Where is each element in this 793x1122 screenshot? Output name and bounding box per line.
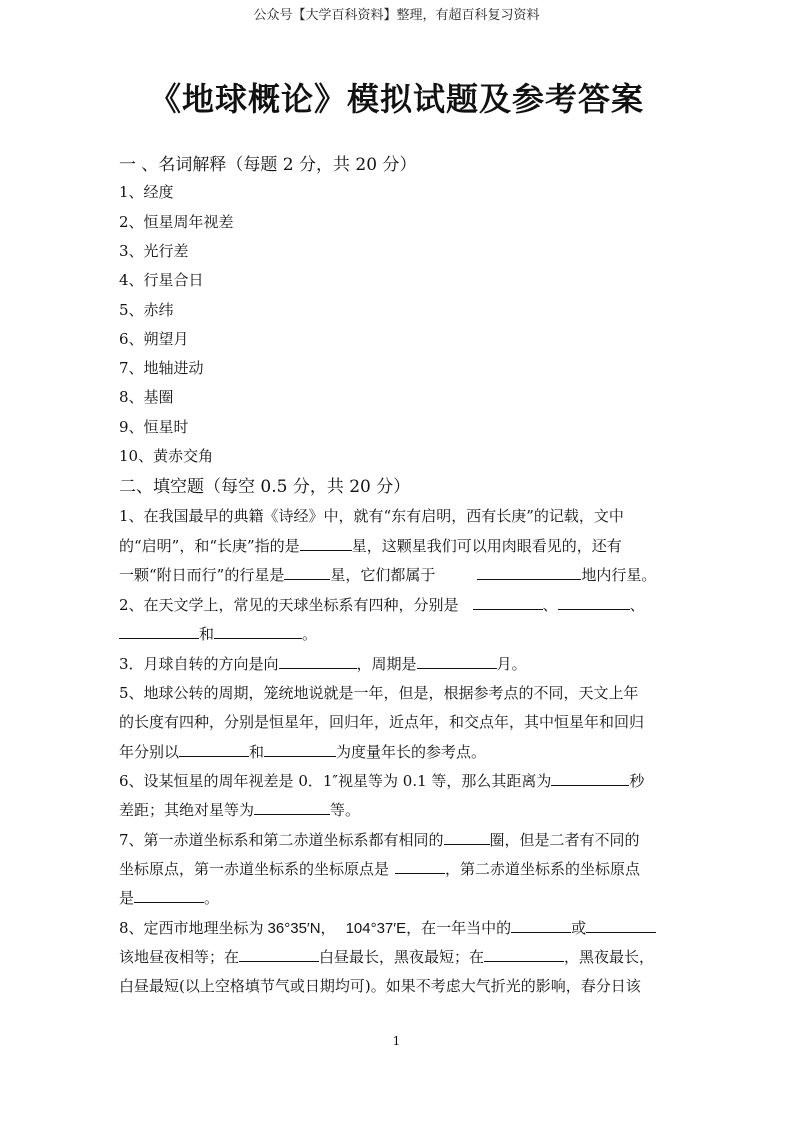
question-2-line-2: 和 。 bbox=[119, 623, 317, 644]
term-item: 4、行星合日 bbox=[119, 271, 204, 289]
question-6-line-2: 差距；其绝对星等为 等。 bbox=[119, 801, 361, 819]
term-item: 7、地轴进动 bbox=[119, 359, 204, 377]
answer-blank[interactable] bbox=[179, 742, 249, 757]
answer-blank[interactable] bbox=[239, 947, 319, 962]
answer-blank[interactable] bbox=[134, 888, 204, 903]
question-1-line-2: 的“启明”，和“长庚”指的是 星，这颗星我们可以用肉眼看见的，还有 bbox=[119, 537, 622, 555]
answer-blank[interactable] bbox=[473, 595, 543, 610]
page-number: 1 bbox=[392, 1034, 401, 1048]
answer-blank[interactable] bbox=[395, 859, 445, 874]
section-heading-2: 二、填空题（每空 0.5 分，共 20 分） bbox=[119, 477, 411, 497]
term-item: 8、基圈 bbox=[119, 388, 174, 406]
question-2-line-1: 2、在天文学上，常见的天球坐标系有四种，分别是 、 、 bbox=[119, 596, 645, 614]
answer-blank[interactable] bbox=[586, 918, 656, 933]
term-item: 2、恒星周年视差 bbox=[119, 213, 234, 231]
section-heading-1: 一 、名词解释（每题 2 分，共 20 分） bbox=[119, 155, 417, 175]
question-3: 3．月球自转的方向是向 ，周期是 月。 bbox=[119, 655, 527, 673]
answer-blank[interactable] bbox=[254, 800, 330, 815]
question-5-line-1: 5、地球公转的周期，笼统地说就是一年，但是，根据参考点的不同，天文上年 bbox=[119, 684, 639, 702]
answer-blank[interactable] bbox=[279, 654, 357, 669]
term-item: 5、赤纬 bbox=[119, 301, 174, 319]
answer-blank[interactable] bbox=[214, 624, 302, 639]
answer-blank[interactable] bbox=[511, 918, 571, 933]
question-1-line-3: 一颗“附日而行”的行星是 星，它们都属于 地内行星。 bbox=[119, 566, 657, 584]
question-6-line-1: 6、设某恒星的周年视差是 0．1″视星等为 0.1 等，那么其距离为 秒 bbox=[119, 772, 645, 790]
question-7-line-2: 坐标原点，第一赤道坐标系的坐标原点是 ，第二赤道坐标系的坐标原点 bbox=[119, 860, 641, 878]
answer-blank[interactable] bbox=[417, 654, 497, 669]
term-item: 6、朔望月 bbox=[119, 330, 189, 348]
answer-blank[interactable] bbox=[284, 565, 330, 580]
answer-blank[interactable] bbox=[264, 742, 336, 757]
question-8-line-3: 白昼最短(以上空格填节气或日期均可)。如果不考虑大气折光的影响，春分日该 bbox=[119, 977, 641, 995]
term-item: 10、黄赤交角 bbox=[119, 447, 214, 465]
question-8-line-1: 8、定西市地理坐标为 36°35′N， 104°37′E，在一年当中的 或 bbox=[119, 917, 656, 938]
answer-blank[interactable] bbox=[119, 624, 199, 639]
answer-blank[interactable] bbox=[477, 565, 581, 580]
term-item: 1、经度 bbox=[119, 183, 174, 201]
question-7-line-1: 7、第一赤道坐标系和第二赤道坐标系都有相同的 圈，但是二者有不同的 bbox=[119, 831, 640, 849]
page-title: 《地球概论》模拟试题及参考答案 bbox=[148, 80, 644, 118]
header-note: 公众号【大学百科资料】整理，有超百科复习资料 bbox=[253, 8, 540, 23]
term-item: 3、光行差 bbox=[119, 242, 189, 260]
answer-blank[interactable] bbox=[300, 536, 352, 551]
answer-blank[interactable] bbox=[551, 771, 629, 786]
question-5-line-3: 年分别以 和 为度量年长的参考点。 bbox=[119, 743, 487, 761]
question-8-line-2: 该地昼夜相等；在 白昼最长，黑夜最短；在 ，黑夜最长， bbox=[119, 948, 655, 966]
question-1-line-1: 1、在我国最早的典籍《诗经》中，就有“东有启明，西有长庚”的记载，文中 bbox=[119, 507, 624, 525]
term-item: 9、恒星时 bbox=[119, 418, 189, 436]
question-5-line-2: 的长度有四种，分别是恒星年，回归年，近点年，和交点年，其中恒星年和回归 bbox=[119, 713, 645, 731]
answer-blank[interactable] bbox=[558, 595, 630, 610]
question-7-line-3: 是 。 bbox=[119, 889, 220, 907]
answer-blank[interactable] bbox=[444, 830, 490, 845]
answer-blank[interactable] bbox=[484, 947, 564, 962]
